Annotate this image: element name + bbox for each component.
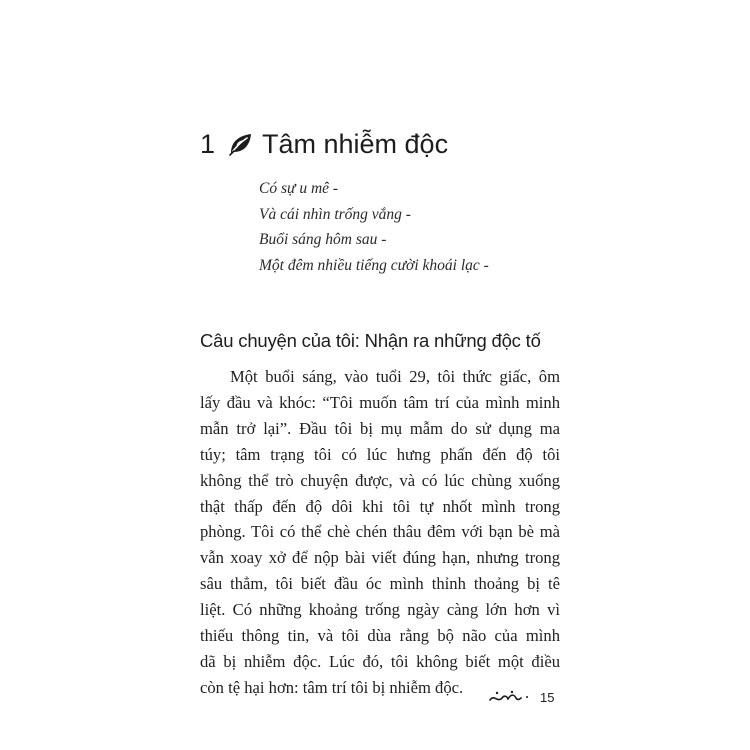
body-line: không thể trò chuyện được, và có lúc chùng xuống: [200, 470, 560, 490]
epigraph-line: Một đêm nhiều tiếng cười khoái lạc -: [259, 256, 489, 274]
body-line: Một buổi sáng, vào tuổi 29, tôi thức giấc, ôm: [230, 367, 560, 386]
chapter-header: [200, 124, 448, 164]
epigraph-line: Có sự u mê -: [259, 180, 339, 197]
body-line: liệt. Có những khoảng trống ngày càng lớn hơn vì: [200, 600, 560, 620]
body-line: lấy đầu và khóc: “Tôi muốn tâm trí của mình minh: [200, 392, 560, 412]
body-line: túy; tâm trạng tôi có lúc hưng phấn đến độ tôi: [200, 444, 560, 464]
flourish-ornament-icon: [488, 688, 530, 706]
body-line: thiếu thông tin, và tôi dùa rằng bộ não của mình: [200, 626, 560, 646]
page-number: 15: [540, 689, 555, 705]
page-footer: [488, 688, 554, 706]
section-heading: Câu chuyện của tôi: Nhận ra những độc tố: [200, 330, 541, 351]
leaf-icon: [228, 131, 254, 157]
body-line: thật thấp đến độ dôi khi tôi tự nhốt mình trong: [200, 496, 560, 516]
body-line: còn tệ hại hơn: tâm trí tôi bị nhiễm độc.: [200, 677, 464, 697]
body-line: phòng. Tôi có thể chè chén thâu đêm với bạn bè mà: [200, 522, 560, 542]
epigraph-line: Và cái nhìn trống vắng -: [259, 205, 411, 223]
epigraph-line: Buổi sáng hôm sau -: [259, 231, 387, 248]
chapter-number: 1: [200, 128, 216, 159]
body-line: sâu thẳm, tôi biết đầu óc mình thỉnh thoảng bị tê: [200, 574, 560, 594]
epigraph: [259, 176, 489, 278]
body-line: vẫn xoay xở để nộp bài viết đúng hạn, nhưng trong: [200, 548, 560, 568]
body-paragraph: [200, 364, 560, 701]
chapter-title: Tâm nhiễm độc: [262, 128, 449, 159]
body-line: dã bị nhiễm độc. Lúc đó, tôi không biết một điều: [200, 651, 560, 671]
body-line: mẫn trở lại”. Đầu tôi bị mụ mẫm do sử dụng ma: [200, 418, 560, 438]
